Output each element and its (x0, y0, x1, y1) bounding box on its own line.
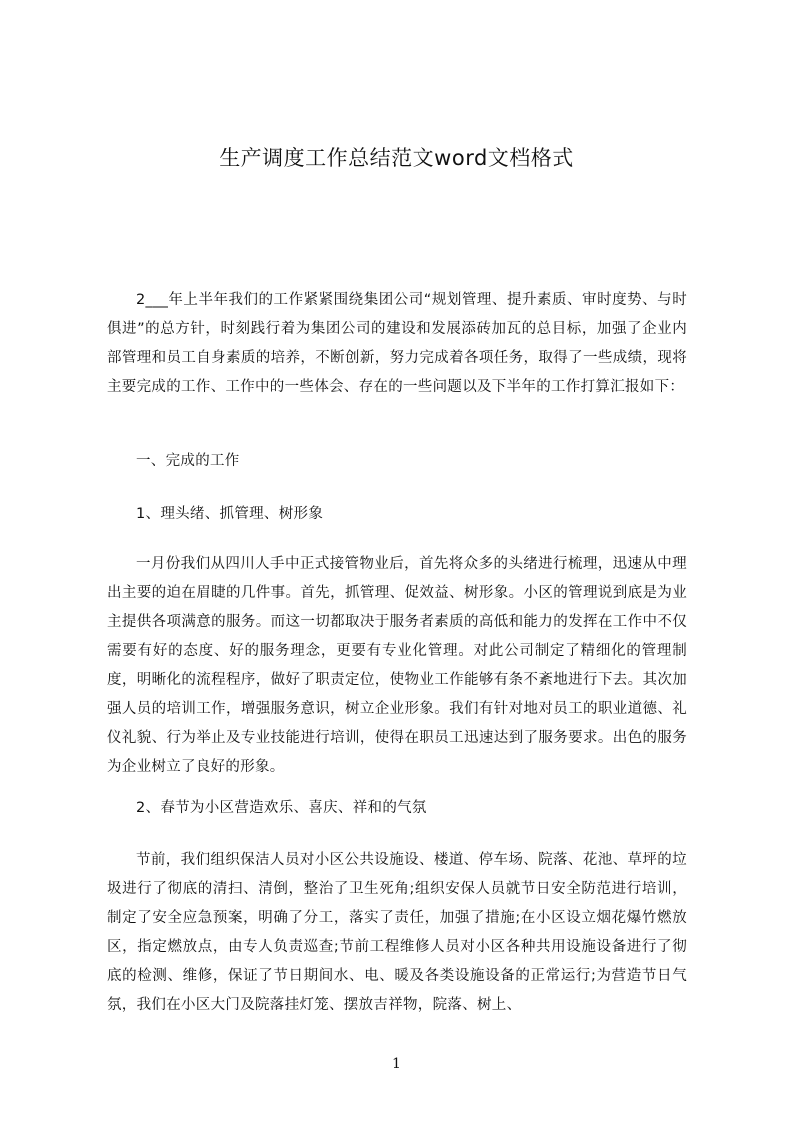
page-number: 1 (392, 1056, 401, 1072)
document-title: 生产调度工作总结范文word文档格式 (219, 146, 574, 170)
management-paragraph: 一月份我们从四川人手中正式接管物业后，首先将众多的头绪进行梳理，迅速从中理出主要的迫在眉睫的几件事。首先，抓管理、促效益、树形象。小区的管理说到底是为业主提供各项满意的服务。而这一切都取决于服务者素质的高低和能力的发挥在工作中不仅需要有好的态度、好的服务理念，更要有专业化管理。对此公司制定了精细化的管理制度，明晰化的流程程序，做好了职责定位，使物业工作能够有条不紊地进行下去。其次加强人员的培训工作，增强服务意识，树立企业形象。我们有针对地对员工的职业道德、礼仪礼貌、行为举止及专业技能进行培训，使得在职员工迅速达到了服务要求。出色的服务为企业树立了良好的形象。 (107, 556, 687, 775)
subheading-spring-festival: 2、春节为小区营造欢乐、喜庆、祥和的气氛 (136, 800, 427, 816)
section-heading-completed-work: 一、完成的工作 (136, 453, 240, 469)
spring-festival-paragraph: 节前，我们组织保洁人员对小区公共设施设、楼道、停车场、院落、花池、草坪的垃圾进行了彻底的清扫、清倒，整治了卫生死角;组织安保人员就节日安全防范进行培训，制定了安全应急预案，明确了分工，落实了责任，加强了措施;在小区设立烟花爆竹燃放区，指定燃放点，由专人负责巡查;节前工程维修人员对小区各种共用设施设备进行了彻底的检测、维修，保证了节日期间水、电、暖及各类设施设备的正常运行;为营造节日气氛，我们在小区大门及院落挂灯笼、摆放吉祥物，院落、树上、 (107, 852, 687, 1013)
intro-paragraph: 2___年上半年我们的工作紧紧围绕集团公司“规划管理、提升素质、审时度势、与时俱进”的总方针，时刻践行着为集团公司的建设和发展添砖加瓦的总目标，加强了企业内部管理和员工自身素质的培养，不断创新，努力完成着各项任务，取得了一些成绩，现将主要完成的工作、工作中的一些体会、存在的一些问题以及下半年的工作打算汇报如下： (107, 292, 687, 395)
subheading-management: 1、理头绪、抓管理、树形象 (136, 506, 324, 522)
